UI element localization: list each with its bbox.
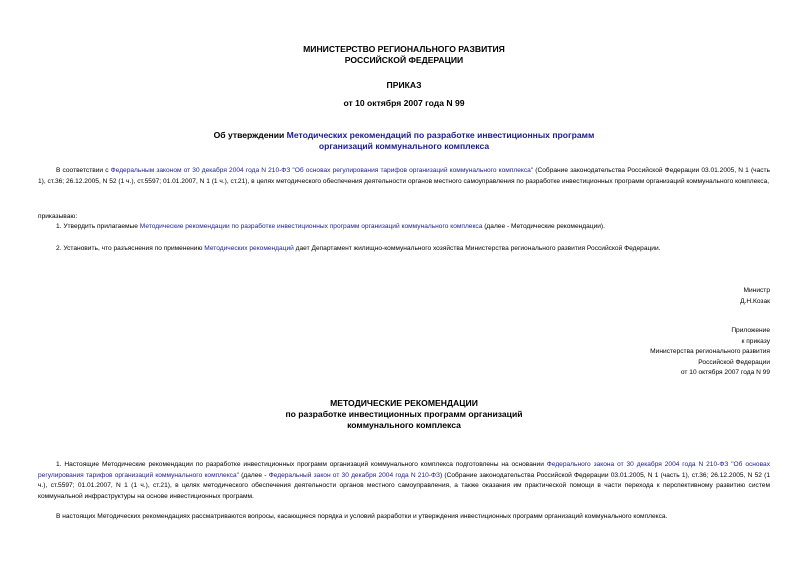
title-link-part1[interactable]: Методических рекомендаций по разработке инвестиционных программ <box>286 130 595 140</box>
recommendations-para-1 <box>38 460 770 502</box>
document-title <box>38 130 770 152</box>
signature-name: Д.Н.Козак <box>740 297 770 305</box>
ministry-line1: МИНИСТЕРСТВО РЕГИОНАЛЬНОГО РАЗВИТИЯ <box>303 44 505 54</box>
appendix-line5: от 10 октября 2007 года N 99 <box>680 369 770 376</box>
appendix-block <box>38 326 770 379</box>
appendix-line1: Приложение <box>731 327 770 334</box>
recommendations-title-line3: коммунального комплекса <box>347 420 461 430</box>
recommendations-title-line1: МЕТОДИЧЕСКИЕ РЕКОМЕНДАЦИИ <box>330 398 478 408</box>
order-item-1 <box>38 222 770 233</box>
recommendations-title-line2: по разработке инвестиционных программ организаций <box>285 409 523 419</box>
para1-federal-law-link[interactable]: Федерального закона от 30 декабря 2004 года N 210-ФЗ "Об основах регулирования тарифов организаций коммунального комплекса" <box>38 461 770 479</box>
para1-text1: 1. Настоящие Методические рекомендации по разработке инвестиционных программ организаций коммунального комплекса подготовлены на основании <box>56 461 547 468</box>
ministry-line2: РОССИЙСКОЙ ФЕДЕРАЦИИ <box>344 55 464 65</box>
doc-date-number: от 10 октября 2007 года N 99 <box>343 98 465 108</box>
doc-type: ПРИКАЗ <box>386 80 422 90</box>
recommendations-title <box>38 398 770 431</box>
para1-federal-law-short-link[interactable]: Федеральный закон от 30 декабря 2004 года N 210-ФЗ <box>268 471 440 479</box>
order-item-2 <box>38 244 770 255</box>
preamble-text2: (Собрание законодательства Российской Федерации 03.01.2005, N 1 (часть 1), ст.36; 26.12.2005, N 52 (1 ч.), ст.5597; 01.01.2007, N 1 (1 ч.), ст.21), в целях методического обеспечения деятельности органов местного самоуправления по разработке инвестиционных программ организаций коммунального комплекса, <box>38 167 770 185</box>
ministry-heading <box>38 44 770 66</box>
signature-position: Министр <box>743 287 770 294</box>
para1-text2: (далее - <box>238 471 269 479</box>
federal-law-link[interactable]: Федеральным законом от 30 декабря 2004 года N 210-ФЗ "Об основах регулирования тарифов организаций коммунального комплекса" <box>110 167 534 174</box>
title-link-part2[interactable]: организаций коммунального комплекса <box>318 141 490 151</box>
item1-text2: (далее - Методические рекомендации). <box>482 223 605 230</box>
item2-text2: дает Департамент жилищно-коммунального хозяйства Министерства регионального развития Российской Федерации. <box>293 245 661 252</box>
item2-recommendations-link[interactable]: Методических рекомендаций <box>204 245 294 252</box>
preamble-paragraph <box>38 166 770 187</box>
para1-text3: ) (Собрание законодательства Российской Федерации 03.01.2005, N 1 (часть 1), ст.36; 26.12.2005, N 52 (1 ч.), ст.5597; 01.01.2007, N 1 (1 ч.), ст.21), в целях методического обеспечения деятельности органов местного самоуправления, а также оказания им практической помощи в части перехода к перспективному развитию систем коммунальной инфраструктуры на основе инвестиционных программ. <box>38 471 771 500</box>
item1-text1: 1. Утвердить прилагаемые <box>56 223 140 230</box>
title-prefix: Об утверждении <box>213 130 287 140</box>
item1-recommendations-link[interactable]: Методические рекомендации по разработке инвестиционных программ организаций коммунального комплекса <box>139 223 483 230</box>
item2-text1: 2. Установить, что разъяснения по применению <box>56 245 205 252</box>
signature-block <box>38 286 770 307</box>
appendix-line3: Министерства регионального развития <box>650 348 770 355</box>
appendix-line2: к приказу <box>741 337 770 345</box>
order-word: приказываю: <box>38 213 78 220</box>
recommendations-para-2: В настоящих Методических рекомендациях рассматриваются вопросы, касающиеся порядка и условий разработки и утверждения инвестиционных программ организаций коммунального комплекса. <box>56 513 668 520</box>
preamble-text1: В соответствии с <box>56 167 111 174</box>
appendix-line4: Российской Федерации <box>698 358 770 366</box>
